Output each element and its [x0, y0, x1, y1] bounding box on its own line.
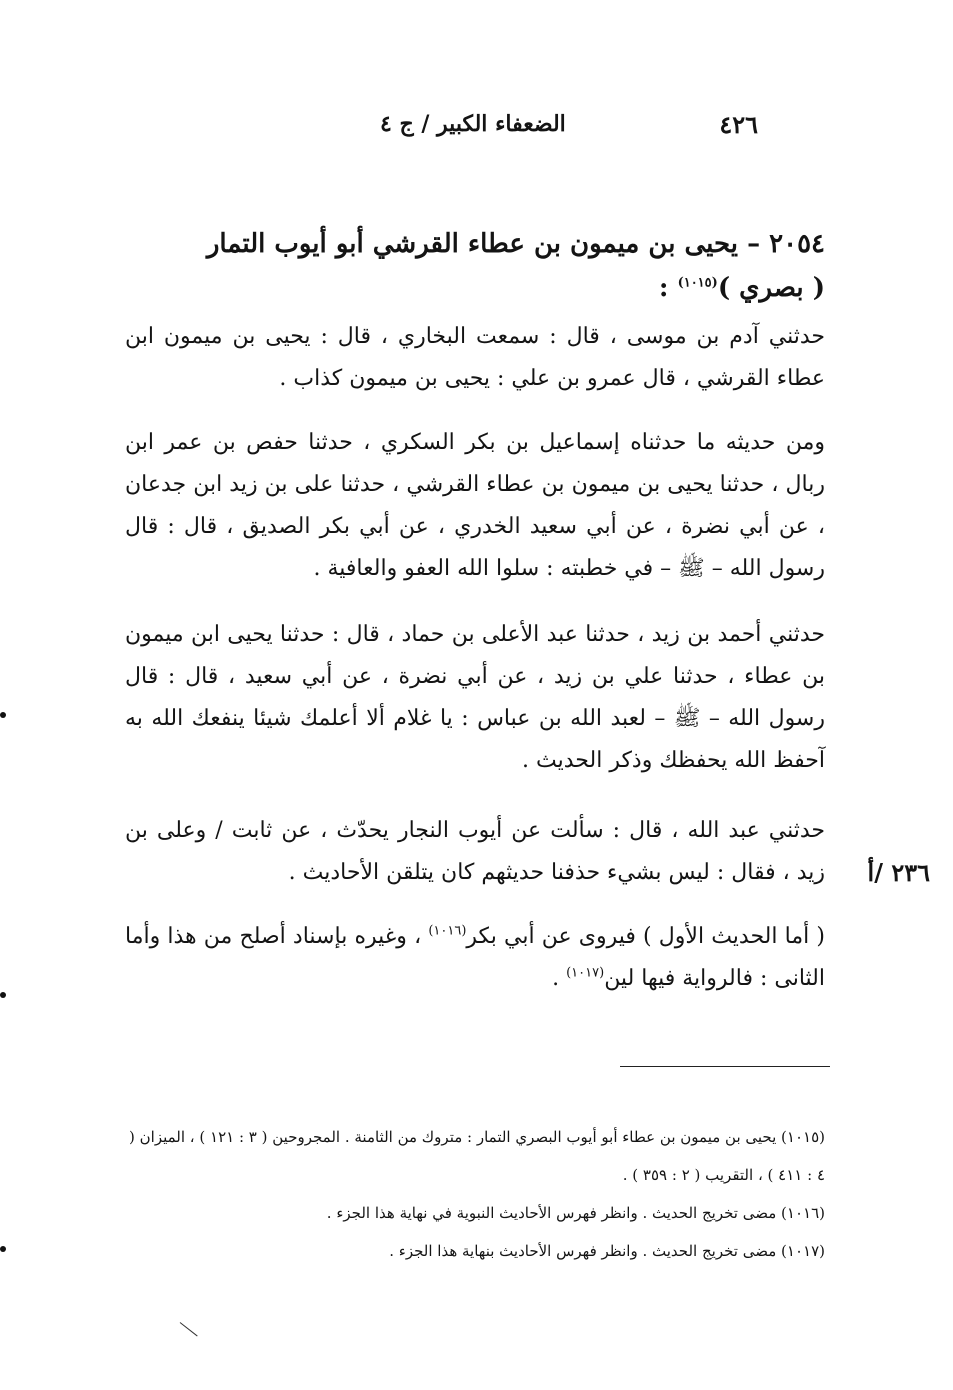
scan-speck — [0, 1246, 6, 1252]
paragraph-5-text-b: ، وغيره بإسناد أصلح من هذا وأما الثانى : فالرواية فيها لين — [125, 924, 825, 991]
paragraph-3: حدثني أحمد بن زيد ، حدثنا عبد الأعلى بن حماد ، قال : حدثنا يحيى ابن ميمون بن عطاء ، حدثنا علي بن زيد ، عن أبي نضرة ، عن أبي سعيد ، قال : قال رسول الله – ﷺ – لعبد الله بن عباس : يا غلام ألا أعلمك شيئا ينفعك الله به آحفظ الله يحفظك وذكر الحديث . — [125, 622, 825, 773]
footnote-1015: (١٠١٥) يحيى بن ميمون بن عطاء أبو أيوب البصري التمار : متروك من الثامنة . المجروحين ( ٣ : ١٢١ ) ، الميزان ( ٤ : ٤١١ ) ، التقريب ( ٢ : ٣٥٩ ) . — [129, 1128, 825, 1184]
heading-line-2 — [125, 266, 825, 310]
paragraph-5 — [125, 916, 825, 1000]
heading-line-1: ٢٠٥٤ – يحيى بن ميمون بن عطاء القرشي أبو أيوب التمار — [206, 229, 825, 259]
footnote-ref-1015[interactable]: (١٠١٥) — [677, 275, 718, 291]
paragraph-5-text-a: ( أما الحديث الأول ) فيروى عن أبي بكر — [466, 924, 825, 949]
scan-speck — [0, 992, 6, 998]
entry-heading — [125, 222, 825, 310]
scan-mark — [180, 1322, 198, 1336]
page-header — [380, 104, 770, 144]
footnote-divider — [620, 1066, 830, 1067]
footnote-ref-1017[interactable]: (١٠١٧) — [566, 965, 605, 981]
heading-origin: ( بصري ) — [717, 273, 825, 303]
paragraph-2: ومن حديثه ما حدثناه إسماعيل بن بكر السكري ، حدثنا حفص بن عمر ابن ربال ، حدثنا يحيى بن ميمون بن عطاء القرشي ، حدثنا على بن زيد ابن جدعان ، عن أبي نضرة ، عن أبي سعيد الخدري ، عن أبي بكر الصديق ، قال : قال رسول الله – ﷺ – في خطبته : سلوا الله العفو والعافية . — [125, 430, 825, 581]
heading-colon: : — [658, 273, 678, 303]
paragraph-5-end: . — [552, 966, 567, 991]
manuscript-folio-marker: ٢٣٦ /أ — [867, 858, 930, 887]
footnote-1016: (١٠١٦) مضى تخريج الحديث . وانظر فهرس الأحاديث النبوية في نهاية هذا الجزء . — [326, 1204, 825, 1222]
paragraph-1: حدثني آدم بن موسى ، قال : سمعت البخاري ، قال : يحيى بن ميمون ابن عطاء القرشي ، قال عمرو بن علي : يحيى بن ميمون كذاب . — [125, 324, 825, 391]
paragraph-4: حدثني عبد الله ، قال : سألت عن أيوب النجار يحدّث ، عن ثابت / وعلى بن زيد ، فقال : ليس بشيء حذفنا حديثهم كان يتلقن الأحاديث . — [125, 818, 825, 885]
footnote-1017: (١٠١٧) مضى تخريج الحديث . وانظر فهرس الأحاديث بنهاية هذا الجزء . — [389, 1242, 825, 1260]
page-number: ٤٢٦ — [719, 109, 758, 139]
book-title: الضعفاء الكبير / ج ٤ — [380, 111, 566, 137]
footnote-ref-1016[interactable]: (١٠١٦) — [428, 923, 467, 939]
scan-speck — [0, 712, 6, 718]
footnotes — [125, 1118, 825, 1270]
